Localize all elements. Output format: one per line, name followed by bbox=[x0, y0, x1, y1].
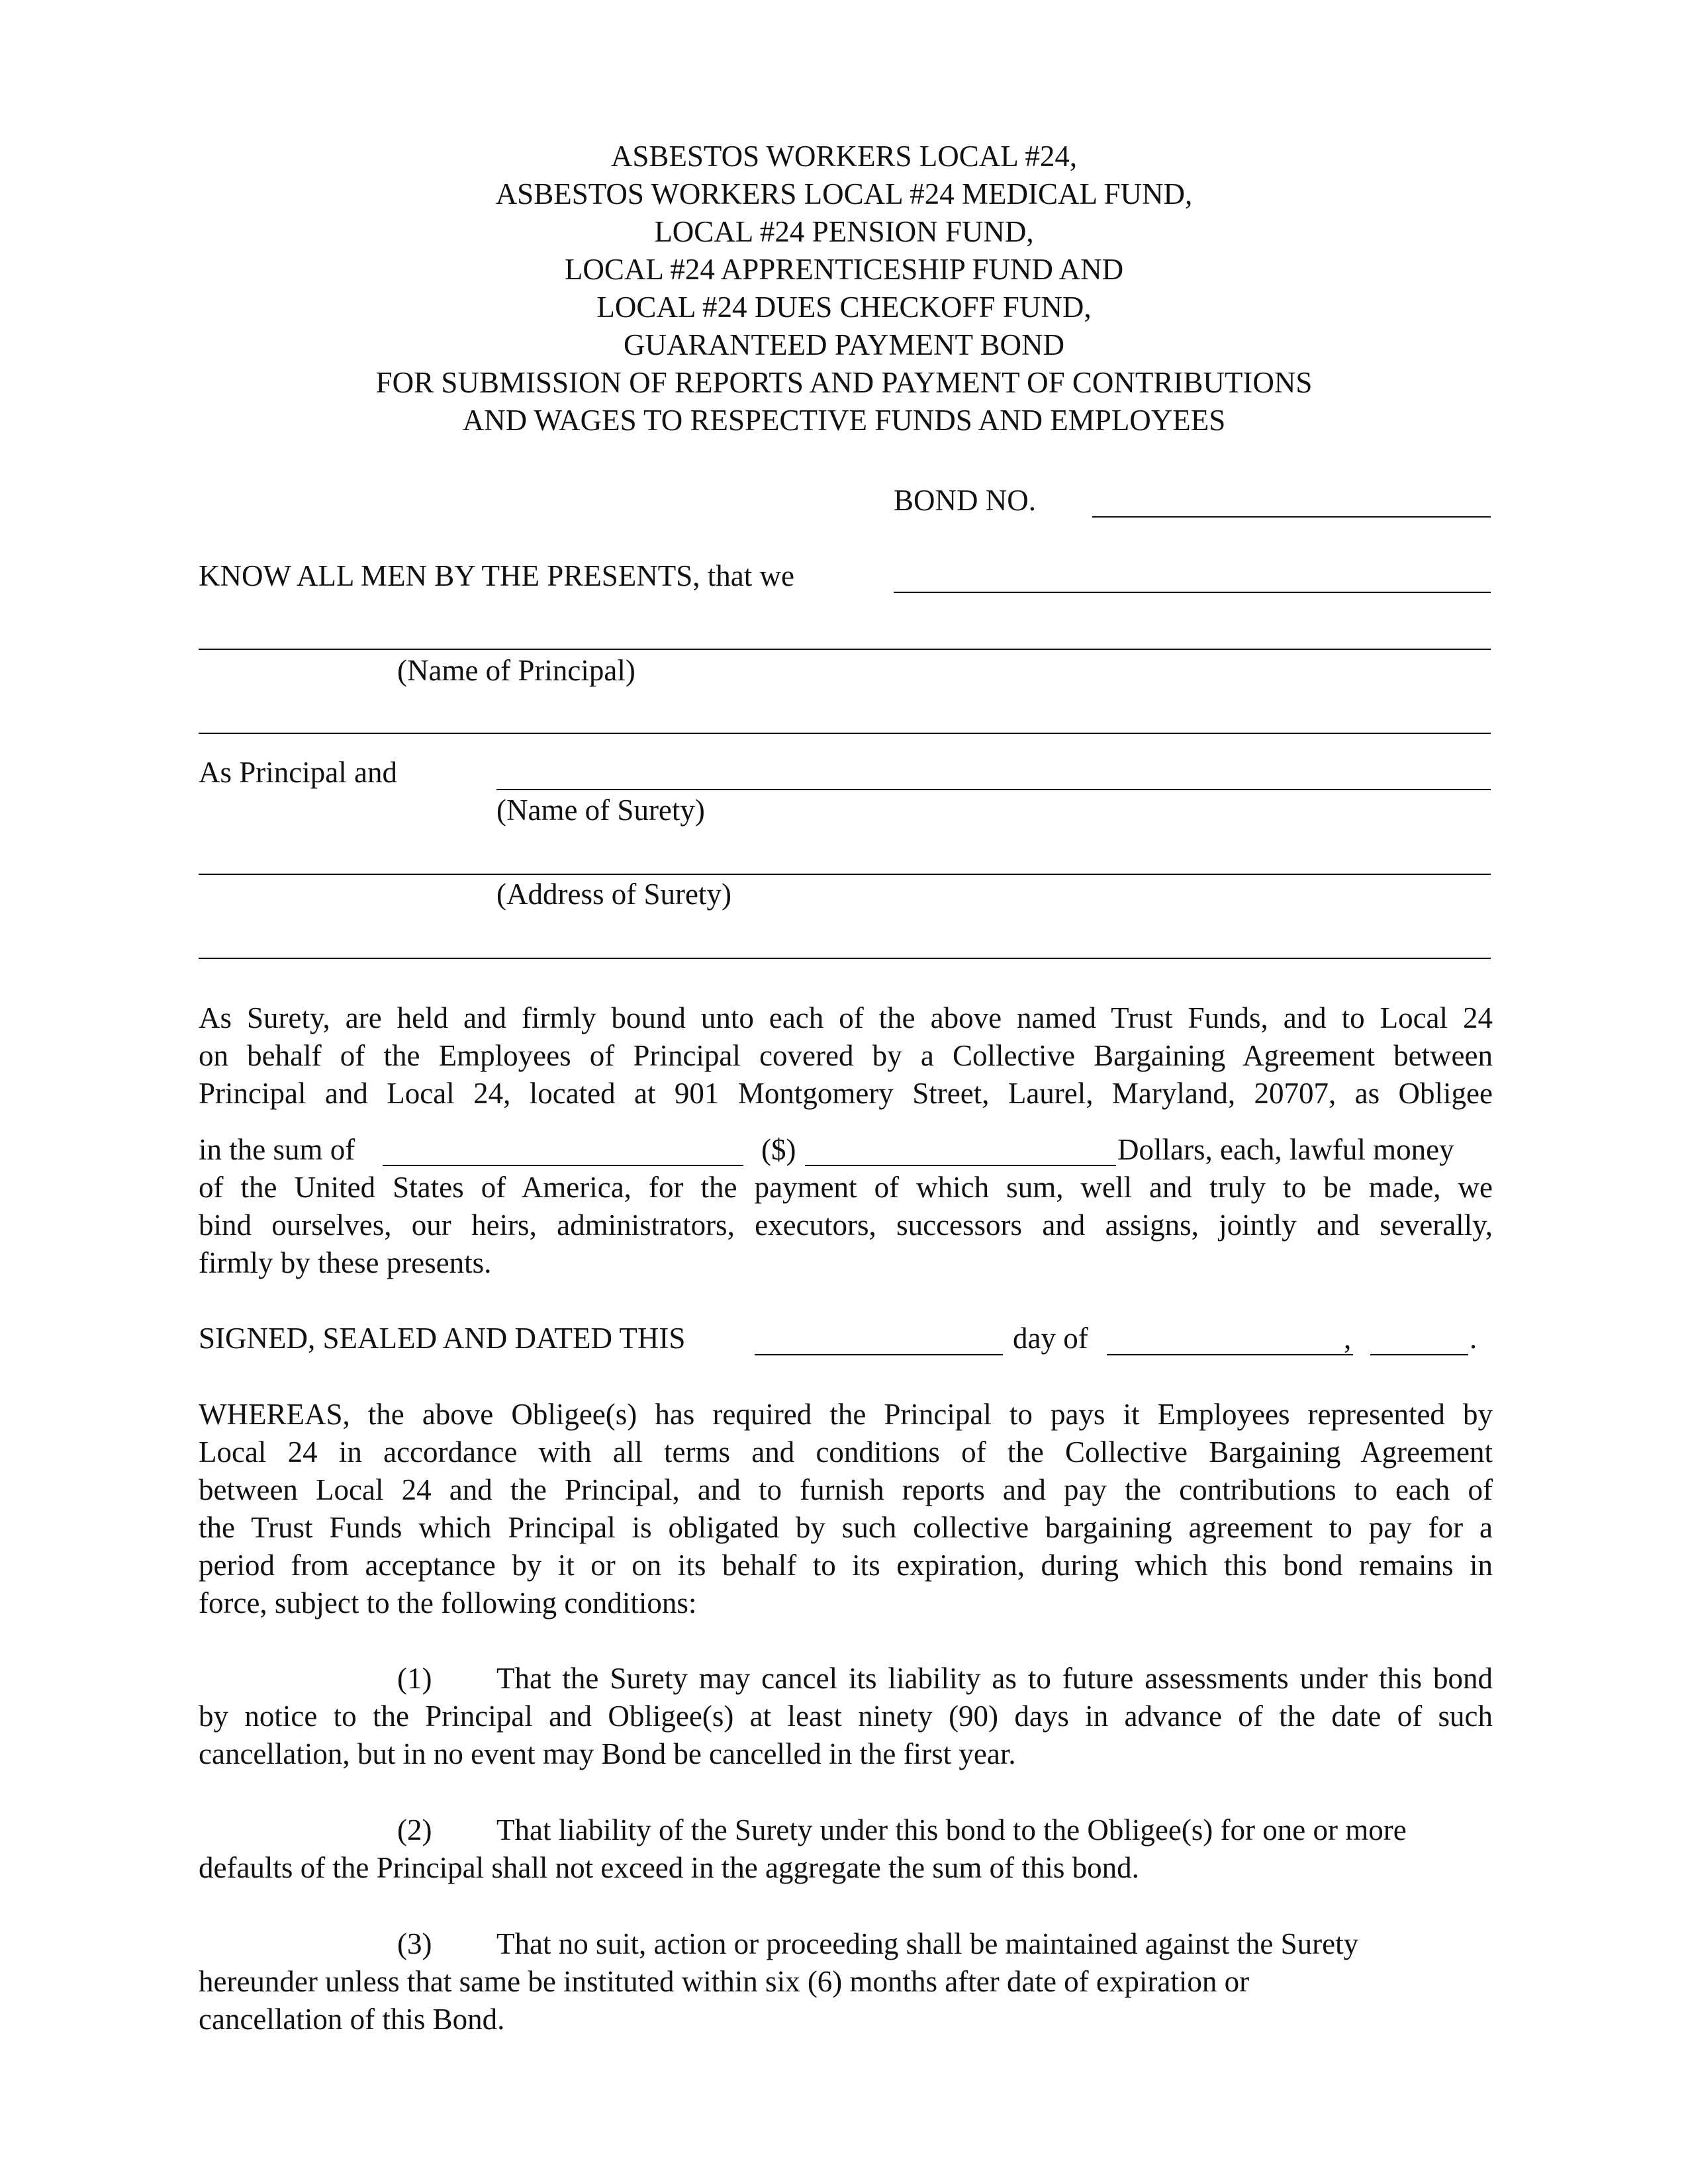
title-line: GUARANTEED PAYMENT BOND bbox=[624, 328, 1064, 361]
condition-text: That liability of the Surety under this bond to the Obligee(s) for one or more bbox=[496, 1813, 1407, 1846]
paragraph-line: hereunder unless that same be instituted within six (6) months after date of expiration or bbox=[199, 1965, 1250, 1998]
principal-name-field-1[interactable] bbox=[894, 592, 1491, 593]
title-line: AND WAGES TO RESPECTIVE FUNDS AND EMPLOYEES bbox=[462, 404, 1226, 437]
paragraph-line: Local 24 in accordance with all terms and conditions of the Collective Bargaining Agreement bbox=[199, 1435, 1493, 1469]
surety-address-field[interactable] bbox=[199, 874, 1491, 875]
condition-first-line bbox=[199, 1660, 1493, 1698]
paragraph-line: cancellation, but in no event may Bond be cancelled in the first year. bbox=[199, 1737, 1016, 1770]
day-of-text: day of bbox=[1013, 1322, 1088, 1355]
paragraph-line: period from acceptance by it or on its behalf to its expiration, during which this bond remains in bbox=[199, 1549, 1493, 1582]
bond-no-label: BOND NO. bbox=[894, 484, 1037, 517]
sum-amount-field[interactable] bbox=[805, 1165, 1116, 1166]
paragraph-line: WHEREAS, the above Obligee(s) has required the Principal to pays it Employees represented by bbox=[199, 1398, 1493, 1431]
signed-sealed-text: SIGNED, SEALED AND DATED THIS bbox=[199, 1322, 686, 1355]
paragraph-line: between Local 24 and the Principal, and to furnish reports and pay the contributions to each of bbox=[199, 1473, 1493, 1506]
signed-comma: , bbox=[1344, 1322, 1352, 1355]
whereas-paragraph bbox=[199, 1396, 1493, 1622]
paragraph-line: by notice to the Principal and Obligee(s) at least ninety (90) days in advance of the date of such bbox=[199, 1700, 1493, 1733]
title-line: LOCAL #24 DUES CHECKOFF FUND, bbox=[596, 291, 1092, 324]
paragraph-line: defaults of the Principal shall not exceed in the aggregate the sum of this bond. bbox=[199, 1851, 1139, 1884]
condition-2 bbox=[199, 1811, 1493, 1887]
paragraph-line: the Trust Funds which Principal is obligated by such collective bargaining agreement to pay for a bbox=[199, 1511, 1493, 1544]
condition-number: (1) bbox=[397, 1662, 432, 1695]
paragraph-line: Principal and Local 24, located at 901 Montgomery Street, Laurel, Maryland, 20707, as Obligee bbox=[199, 1077, 1493, 1110]
document-title bbox=[0, 138, 1688, 439]
condition-first-line bbox=[199, 1811, 1493, 1849]
name-of-surety-caption: (Name of Surety) bbox=[496, 794, 705, 827]
title-line: ASBESTOS WORKERS LOCAL #24, bbox=[610, 140, 1078, 173]
condition-text: That the Surety may cancel its liability as to future assessments under this bond bbox=[496, 1662, 1493, 1695]
sum-prefix: in the sum of bbox=[199, 1133, 355, 1166]
condition-first-line bbox=[199, 1925, 1493, 1963]
principal-address-field[interactable] bbox=[199, 733, 1491, 734]
sum-suffix: Dollars, each, lawful money bbox=[1117, 1133, 1454, 1166]
address-of-surety-caption: (Address of Surety) bbox=[496, 878, 731, 911]
title-line: ASBESTOS WORKERS LOCAL #24 MEDICAL FUND, bbox=[495, 177, 1193, 210]
signed-period: . bbox=[1470, 1322, 1477, 1355]
bond-no-field[interactable] bbox=[1092, 516, 1491, 518]
condition-number: (2) bbox=[397, 1813, 432, 1846]
principal-name-field-2[interactable] bbox=[199, 649, 1491, 650]
paragraph-line: bind ourselves, our heirs, administrators, executors, successors and assigns, jointly and severally, bbox=[199, 1208, 1493, 1242]
signed-year-field[interactable] bbox=[1370, 1354, 1468, 1355]
title-line: FOR SUBMISSION OF REPORTS AND PAYMENT OF CONTRIBUTIONS bbox=[375, 366, 1313, 399]
signed-day-field[interactable] bbox=[755, 1354, 1003, 1355]
condition-text: That no suit, action or proceeding shall be maintained against the Surety bbox=[496, 1927, 1359, 1960]
title-line: LOCAL #24 APPRENTICESHIP FUND AND bbox=[564, 253, 1124, 286]
surety-name-field[interactable] bbox=[496, 789, 1491, 790]
surety-address-field-2[interactable] bbox=[199, 958, 1491, 959]
signed-month-field[interactable] bbox=[1107, 1354, 1353, 1355]
paragraph-line: firmly by these presents. bbox=[199, 1246, 492, 1279]
condition-1 bbox=[199, 1660, 1493, 1773]
condition-3 bbox=[199, 1925, 1493, 2038]
title-line: LOCAL #24 PENSION FUND, bbox=[654, 215, 1034, 248]
condition-number: (3) bbox=[397, 1927, 432, 1960]
as-principal-and-text: As Principal and bbox=[199, 756, 397, 789]
sum-paragraph bbox=[199, 1169, 1493, 1282]
surety-paragraph bbox=[199, 999, 1493, 1113]
sum-words-field[interactable] bbox=[383, 1165, 743, 1166]
paragraph-line: on behalf of the Employees of Principal covered by a Collective Bargaining Agreement between bbox=[199, 1039, 1493, 1072]
paragraph-line: As Surety, are held and firmly bound unto each of the above named Trust Funds, and to Local 24 bbox=[199, 1001, 1493, 1034]
paragraph-line: force, subject to the following conditions: bbox=[199, 1586, 697, 1619]
sum-dollar-sign: ($) bbox=[761, 1133, 796, 1166]
name-of-principal-caption: (Name of Principal) bbox=[397, 654, 635, 687]
know-all-men-text: KNOW ALL MEN BY THE PRESENTS, that we bbox=[199, 559, 794, 592]
paragraph-line: of the United States of America, for the payment of which sum, well and truly to be made, we bbox=[199, 1171, 1493, 1204]
paragraph-line: cancellation of this Bond. bbox=[199, 2003, 505, 2036]
